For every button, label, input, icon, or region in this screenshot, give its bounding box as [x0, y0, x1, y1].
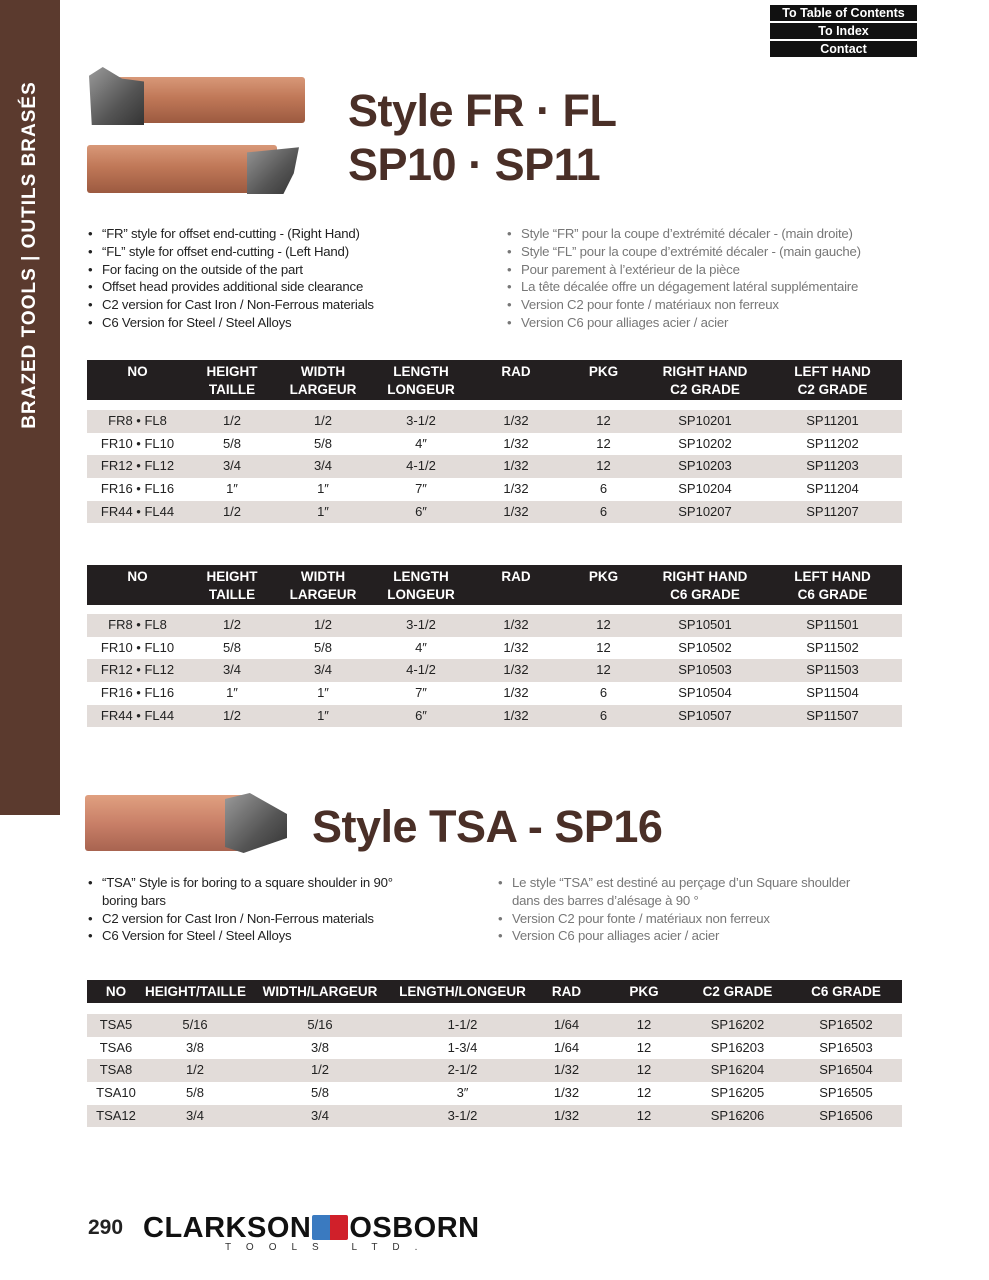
spacer — [87, 605, 902, 614]
column-header: RIGHT HAND C6 GRADE — [662, 569, 748, 602]
table-cell: FR16 • FL16 — [100, 481, 175, 497]
section2-title: Style TSA - SP16 — [312, 801, 663, 852]
table-cell: FR12 • FL12 — [100, 458, 175, 474]
index-link[interactable]: To Index — [770, 23, 917, 39]
table-cell: 4″ — [415, 639, 427, 655]
table-cell: 1/32 — [503, 662, 529, 678]
table-cell: 3/4 — [313, 458, 333, 474]
table-row — [87, 1014, 902, 1037]
feature-bullet: • Offset head provides additional side clearance — [88, 278, 448, 296]
table-cell: 1″ — [317, 503, 329, 519]
fl-tool-image — [87, 140, 307, 195]
table-row — [87, 433, 902, 456]
table-cell: 1/2 — [185, 1062, 205, 1078]
table-cell: SP16204 — [710, 1062, 765, 1078]
table-row — [87, 455, 902, 478]
table-cell: SP10504 — [678, 685, 732, 701]
tsa-table — [87, 980, 902, 1127]
table-cell: FR8 • FL8 — [108, 617, 167, 632]
contact-link[interactable]: Contact — [770, 41, 917, 57]
table-cell: SP11201 — [806, 413, 859, 428]
table-cell: 3/4 — [222, 458, 242, 474]
sidebar — [0, 0, 60, 815]
column-header: WIDTH LARGEUR — [289, 364, 357, 397]
table-cell: 1/32 — [503, 413, 529, 428]
column-header: LENGTH/LONGEUR — [399, 983, 526, 999]
table-cell: 5/16 — [182, 1017, 208, 1032]
column-header: PKG — [588, 569, 619, 584]
table-cell: FR12 • FL12 — [100, 662, 175, 678]
table-cell: 6″ — [415, 503, 427, 519]
table-cell: 12 — [596, 617, 611, 632]
table-cell: 12 — [636, 1039, 652, 1055]
table-cell: SP11204 — [806, 481, 859, 497]
table-row — [87, 1059, 902, 1082]
table-cell: SP16206 — [710, 1107, 765, 1123]
section2-features-fr — [498, 874, 868, 945]
table-cell: 4-1/2 — [406, 458, 436, 474]
table-cell: 1/64 — [553, 1017, 580, 1032]
column-header: WIDTH/LARGEUR — [262, 983, 378, 999]
table-header — [87, 565, 902, 605]
table-cell: SP16502 — [819, 1017, 873, 1032]
column-header: C6 GRADE — [811, 983, 881, 999]
feature-bullet: • Version C6 pour alliages acier / acier — [498, 927, 868, 945]
table-row — [87, 682, 902, 705]
logo-right-text: OSBORN — [349, 1212, 480, 1244]
logo-mark-icon — [312, 1215, 348, 1240]
table-row — [87, 478, 902, 501]
table-cell: 1/2 — [313, 617, 333, 632]
table-cell: TSA10 — [96, 1085, 136, 1101]
table-cell: 1/2 — [222, 503, 242, 519]
table-cell: 3/4 — [313, 662, 333, 678]
table-cell: 12 — [596, 413, 611, 428]
table-cell: 1″ — [317, 481, 329, 497]
feature-bullet: • C6 Version for Steel / Steel Alloys — [88, 314, 448, 332]
table-cell: 1/32 — [553, 1062, 580, 1078]
feature-bullet: • Version C2 pour fonte / matériaux non ferreux — [507, 296, 907, 314]
table-cell: 6 — [599, 685, 608, 701]
section2-features-en — [88, 874, 418, 945]
spacer — [87, 400, 902, 410]
table-cell: SP16203 — [710, 1039, 765, 1055]
table-cell: SP10201 — [678, 413, 732, 428]
logo-left-text: CLARKSON — [143, 1212, 312, 1244]
table-cell: SP10202 — [678, 435, 732, 451]
table-cell: 12 — [596, 435, 611, 451]
spacer — [87, 1003, 902, 1014]
table-cell: TSA5 — [99, 1017, 133, 1032]
feature-bullet: • Pour parement à l’extérieur de la pièce — [507, 261, 907, 279]
column-header: WIDTH LARGEUR — [289, 569, 357, 602]
table-cell: 5/8 — [185, 1085, 205, 1101]
feature-bullet: • C6 Version for Steel / Steel Alloys — [88, 927, 418, 945]
tsa-tool-image — [85, 790, 290, 855]
column-header: LENGTH LONGEUR — [387, 569, 455, 602]
table-cell: 7″ — [415, 481, 427, 497]
table-cell: 3/4 — [185, 1107, 205, 1123]
column-header: HEIGHT TAILLE — [206, 569, 258, 602]
table-row — [87, 501, 902, 524]
table-cell: 1/32 — [553, 1107, 580, 1123]
sidebar-label: BRAZED TOOLS | OUTILS BRASÉS — [19, 81, 40, 429]
table-cell: 1″ — [226, 481, 238, 497]
c2-grade-table — [87, 360, 902, 523]
table-cell: 6 — [599, 707, 608, 723]
table-cell: 12 — [636, 1017, 652, 1032]
logo-subtitle: TOOLS LTD. — [225, 1242, 433, 1253]
table-cell: SP10502 — [678, 639, 732, 655]
table-cell: 1/32 — [503, 481, 529, 497]
table-cell: SP11503 — [806, 662, 859, 678]
table-cell: SP11501 — [806, 617, 859, 632]
table-cell: 3/8 — [185, 1039, 205, 1055]
page-number: 290 — [88, 1216, 124, 1239]
feature-bullet: • C2 version for Cast Iron / Non-Ferrous materials — [88, 296, 448, 314]
table-cell: 1/32 — [503, 458, 529, 474]
table-cell: SP16504 — [819, 1062, 873, 1078]
table-cell: 1/32 — [503, 435, 529, 451]
table-cell: 4″ — [415, 435, 427, 451]
column-header: RAD — [501, 569, 531, 584]
table-cell: 3-1/2 — [406, 617, 436, 632]
table-cell: 1/32 — [503, 617, 529, 632]
table-cell: FR8 • FL8 — [108, 413, 167, 428]
table-row — [87, 1037, 902, 1060]
column-header: RAD — [501, 364, 531, 379]
column-header: NO — [127, 364, 148, 379]
table-cell: 5/8 — [222, 639, 242, 655]
table-cell: 2-1/2 — [447, 1062, 478, 1078]
column-header: PKG — [588, 364, 619, 379]
feature-bullet: • Le style “TSA” est destiné au perçage d’un Square shoulder dans des barres d’alésage à 90 ° — [498, 874, 868, 910]
table-cell: SP11502 — [806, 639, 859, 655]
table-cell: 12 — [636, 1107, 652, 1123]
table-cell: FR10 • FL10 — [100, 435, 175, 451]
table-cell: FR44 • FL44 — [100, 503, 175, 519]
column-header: LEFT HAND C2 GRADE — [794, 364, 871, 397]
feature-bullet: • “TSA” Style is for boring to a square shoulder in 90° boring bars — [88, 874, 418, 910]
table-cell: 3″ — [456, 1085, 469, 1101]
table-cell: SP16505 — [819, 1085, 873, 1101]
table-cell: SP10503 — [678, 662, 732, 678]
table-cell: 5/16 — [307, 1017, 333, 1032]
table-cell: SP16506 — [819, 1107, 873, 1123]
table-cell: 1″ — [226, 685, 238, 701]
table-row — [87, 1082, 902, 1105]
feature-bullet: • Version C2 pour fonte / matériaux non ferreux — [498, 910, 868, 928]
table-cell: 7″ — [415, 685, 427, 701]
table-header — [87, 360, 902, 400]
table-cell: TSA12 — [96, 1107, 136, 1123]
column-header: RIGHT HAND C2 GRADE — [662, 364, 748, 397]
table-row — [87, 410, 902, 433]
feature-bullet: • C2 version for Cast Iron / Non-Ferrous materials — [88, 910, 418, 928]
table-of-contents-link[interactable]: To Table of Contents — [770, 5, 917, 21]
table-cell: 12 — [636, 1085, 652, 1101]
table-row — [87, 659, 902, 682]
feature-bullet: • “FL” style for offset end-cutting - (Left Hand) — [88, 243, 448, 261]
table-cell: 3/8 — [310, 1039, 330, 1055]
c6-grade-table — [87, 565, 902, 727]
feature-bullet: • La tête décalée offre un dégagement latéral supplémentaire — [507, 278, 907, 296]
table-cell: TSA8 — [99, 1062, 133, 1078]
feature-bullet: • Style “FL” pour la coupe d’extrémité décaler - (main gauche) — [507, 243, 907, 261]
title-line-1: Style FR · FL — [348, 85, 617, 136]
table-cell: 1/2 — [310, 1062, 330, 1078]
table-cell: SP10204 — [678, 481, 732, 497]
table-cell: 1/32 — [503, 639, 529, 655]
table-header — [87, 980, 902, 1003]
table-cell: 5/8 — [313, 639, 333, 655]
section1-features-en — [88, 225, 448, 332]
table-cell: 1″ — [317, 707, 329, 723]
column-header: RAD — [551, 983, 582, 999]
title-line-2: SP10 · SP11 — [348, 139, 601, 190]
table-cell: SP11504 — [806, 685, 859, 701]
table-cell: 12 — [636, 1062, 652, 1078]
table-cell: 1/32 — [553, 1085, 580, 1101]
table-cell: 5/8 — [313, 435, 333, 451]
table-cell: 6 — [599, 481, 608, 497]
column-header: NO — [127, 569, 148, 584]
column-header: HEIGHT TAILLE — [206, 364, 258, 397]
feature-bullet: • Version C6 pour alliages acier / acier — [507, 314, 907, 332]
table-cell: 1/2 — [222, 617, 242, 632]
table-row — [87, 614, 902, 637]
table-cell: 1-1/2 — [447, 1017, 478, 1032]
table-cell: 1″ — [317, 685, 329, 701]
table-cell: 1/2 — [222, 413, 242, 428]
table-row — [87, 1105, 902, 1128]
table-cell: 3/4 — [222, 662, 242, 678]
table-cell: 1/32 — [503, 685, 529, 701]
table-row — [87, 705, 902, 728]
table-cell: FR44 • FL44 — [100, 707, 175, 723]
table-cell: 1/64 — [553, 1039, 580, 1055]
nav-links — [770, 5, 917, 59]
table-cell: 3-1/2 — [406, 413, 436, 428]
table-cell: 3/4 — [310, 1107, 330, 1123]
table-cell: FR16 • FL16 — [100, 685, 175, 701]
table-cell: SP16205 — [710, 1085, 765, 1101]
column-header: LEFT HAND C6 GRADE — [794, 569, 871, 602]
table-cell: 1/32 — [503, 707, 529, 723]
table-cell: SP11207 — [806, 503, 859, 519]
table-cell: 6″ — [415, 707, 427, 723]
table-cell: FR10 • FL10 — [100, 639, 175, 655]
feature-bullet: • For facing on the outside of the part — [88, 261, 448, 279]
column-header: PKG — [629, 983, 659, 999]
section1-features-fr — [507, 225, 907, 332]
table-cell: TSA6 — [99, 1039, 133, 1055]
column-header: HEIGHT/TAILLE — [145, 983, 246, 999]
table-cell: SP10507 — [678, 707, 732, 723]
table-cell: 3-1/2 — [447, 1107, 478, 1123]
fr-tool-image — [87, 65, 307, 127]
table-cell: SP16503 — [819, 1039, 873, 1055]
column-header: C2 GRADE — [702, 983, 773, 999]
table-cell: SP10203 — [678, 458, 732, 474]
column-header: LENGTH LONGEUR — [387, 364, 455, 397]
table-cell: 1/32 — [503, 503, 529, 519]
table-cell: SP10207 — [678, 503, 732, 519]
table-cell: 1/2 — [222, 707, 242, 723]
table-cell: 12 — [596, 662, 611, 678]
table-cell: SP16202 — [710, 1017, 765, 1032]
table-cell: 12 — [596, 639, 611, 655]
table-cell: SP11507 — [806, 707, 859, 723]
table-cell: 4-1/2 — [406, 662, 436, 678]
table-cell: SP10501 — [678, 617, 732, 632]
table-cell: 5/8 — [310, 1085, 330, 1101]
table-cell: 6 — [599, 503, 608, 519]
table-cell: 1-3/4 — [447, 1039, 478, 1055]
table-row — [87, 637, 902, 660]
section1-title — [348, 84, 617, 192]
feature-bullet: • Style “FR” pour la coupe d’extrémité décaler - (main droite) — [507, 225, 907, 243]
feature-bullet: • “FR” style for offset end-cutting - (Right Hand) — [88, 225, 448, 243]
table-cell: 1/2 — [313, 413, 333, 428]
table-cell: SP11203 — [806, 458, 859, 474]
table-cell: SP11202 — [806, 435, 859, 451]
clarkson-osborn-logo — [143, 1212, 480, 1245]
table-cell: 5/8 — [222, 435, 242, 451]
column-header: NO — [105, 983, 127, 999]
table-cell: 12 — [596, 458, 611, 474]
